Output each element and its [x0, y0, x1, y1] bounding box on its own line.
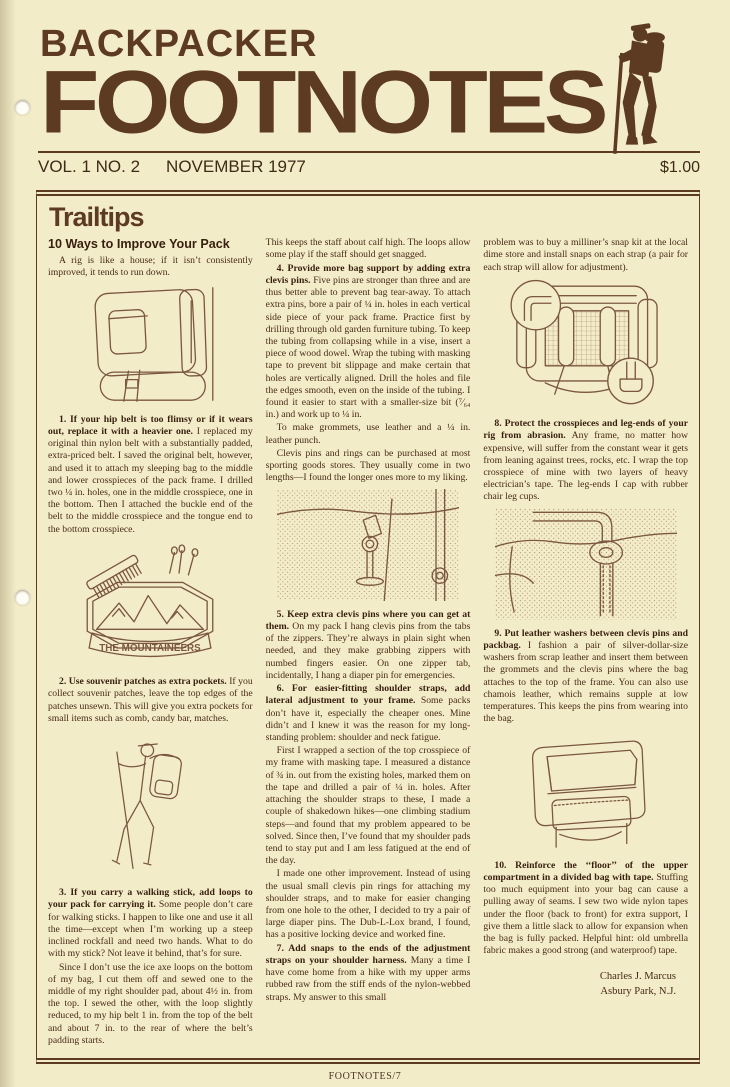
paragraph: This keeps the staff about calf high. The loops allow some play if the staff should get snagged. [265, 237, 471, 261]
punch-hole [15, 590, 30, 605]
paragraph: 10. Reinforce the ‘‘floor’’ of the upper compartment in a divided bag with tape. Stuffing too much equipment into your bag can cause a pulling away of seams. I sew two wide nylon tapes under the floor (back to front) for extra support, I give them a little slack to allow for expansion when the bag is fully packed. Helpful hint: old umbrella fabric makes a good strong (and waterproof) tape. [483, 859, 689, 957]
scan-edge-shadow [0, 0, 16, 1087]
tip-lead: 10. Reinforce the ‘‘floor’’ of the upper compartment in a divided bag with tape. [483, 859, 689, 884]
paragraph: 7. Add snaps to the ends of the adjustment straps on your shoulder harness. Many a time I have come home from a hike with my upper arms rubbed raw from the stiff ends of the nylon-webbed straps. My answer to this small [265, 942, 471, 1003]
leather-washer-figure [485, 508, 686, 624]
issue-date: NOVEMBER 1977 [166, 157, 306, 177]
paragraph: A rig is like a house; if it isn’t consistently improved, it tends to run down. [48, 255, 253, 279]
paragraph: problem was to buy a milliner’s snap kit at the local dime store and install snaps on each strap (a pair for each strap will allow for adjustment). [483, 237, 689, 273]
paragraph: First I wrapped a section of the top crosspiece of my frame with masking tape. I measured a distance of ¾ in. out from the existing holes, marked them on the tape and drilled a pair of ¼ in. holes. After attaching the shoulder straps to these, I made a couple of shakedown hikes—one climbing stadium steps—and found that my problem appeared to be solved. Since then, I’ve found that my shoulder pads tend to stay put and I am less fatigued at the end of the day. [265, 745, 471, 867]
souvenir-patch-figure [50, 540, 251, 672]
hiker-logo-icon [582, 22, 686, 163]
tip-lead: 7. Add snaps to the ends of the adjustment straps on your shoulder harness. [265, 942, 471, 966]
masthead [0, 0, 730, 153]
section-title: Trailtips [49, 202, 144, 233]
pack-sleeping-bag-figure [50, 283, 251, 409]
paragraph: 4. Provide more bag support by adding extra clevis pins. Five pins are stronger than three and are thus better able to prevent bag tear-away. To attach extra pins, bore a pair of ¼ in. holes in each vertical side piece of your pack frame. Practice first by drilling through old garden furniture tubing. To keep the tubing from collapsing while in a vise, insert a piece of wood dowel. Wrap the tubing with masking tape to prevent bit slippage and make certain that holes are vertically aligned. Drill the holes and file the edges smooth, even on the inside of the tubing. I found it easier to start with a smaller-size bit (⁷⁄₆₄ in.) and work up to ¼ in. [265, 262, 471, 421]
walking-stick-hiker-figure [50, 729, 251, 883]
tip-lead: 5. Keep extra clevis pins where you can get at them. [265, 608, 471, 633]
issue-volume-date [38, 157, 332, 177]
paragraph: Since I don’t use the ice axe loops on the bottom of my bag, I cut them off and sewed one to the middle of my right shoulder pad, about 4½ in. from the top. I sewed the other, with the loop slightly reduced, to my hip belt 1 in. from the top of the belt and about 7 in. to the rear of where the belt’s padding starts. [48, 961, 253, 1046]
paragraph: 2. Use souvenir patches as extra pockets. If you collect souvenir patches, leave the top edges of the patches unsewn. This will give you extra pockets for small items such as comb, candy bar, matches. [48, 676, 253, 724]
cover-price: $1.00 [659, 159, 700, 177]
page-footer: FOOTNOTES/7 [328, 1071, 402, 1083]
author-signature [483, 969, 688, 1001]
tip-lead: 3. If you carry a walking stick, add loops to your pack for carrying it. [48, 887, 253, 911]
tip-lead: 9. Put leather washers between clevis pins and packbag. [483, 627, 689, 652]
article-box [36, 190, 700, 1064]
paragraph: 3. If you carry a walking stick, add loops to your pack for carrying it. Some people don’t care for walking sticks. I happen to like one and use it all the time—except when I’m working up a steep inclined rockfall and need two hands. What to do with my stick? Not leave it behind, that’s for sure. [48, 887, 253, 960]
masthead-brand: BACKPACKER [40, 23, 318, 65]
paragraph: 6. For easier-fitting shoulder straps, add lateral adjustment to your frame. Some packs don’t have it, especially the cheaper ones. Mine didn’t and I knew it was the reason for my long-standing problem: shoulder and neck fatigue. [265, 683, 471, 743]
paragraph: To make grommets, use leather and a ¼ in. leather punch. [265, 422, 471, 446]
column-1 [48, 237, 253, 1048]
paragraph: 8. Protect the crosspieces and leg-ends of your rig from abrasion. Any frame, no matter how expensive, will suffer from the constant wear it gets from leaning against trees, rocks, etc. I wrap the top crosspiece of mine with two layers of heavy electrician’s tape. The leg-ends I cap with rubber chair leg cups. [483, 418, 689, 503]
paragraph: 1. If your hip belt is too flimsy or if it wears out, replace it with a heavier one. I replaced my original thin nylon belt with a substantially padded, extra-priced belt. I saved the original belt, however, and used it to attach my sleeping bag to the middle and lower crosspieces of the pack frame. I drilled two ¼ in. holes, one in the middle crosspiece, one in the bottom. Then I attached the buckle end of the belt to the middle crosspiece and the tongue end to the bottom crosspiece. [48, 413, 253, 535]
svg-text:THE MOUNTAINEERS: THE MOUNTAINEERS [99, 642, 202, 654]
divided-bag-figure [485, 730, 686, 856]
volume-number: VOL. 1 NO. 2 [38, 157, 141, 177]
frame-crosspiece-figure [485, 278, 686, 414]
article-title: 10 Ways to Improve Your Pack [48, 237, 230, 252]
tip-lead: 4. Provide more bag support by adding extra clevis pins. [265, 262, 471, 286]
columns [48, 237, 688, 1048]
paragraph: 9. Put leather washers between clevis pins and packbag. I fashion a pair of silver-dollar-size washers from scrap leather and insert them between the grommets and the clevis pins where the bag attaches to the top of the frame. You can also use chamois leather, which remains supple at low temperatures. This keeps the pins from wearing into the bag. [483, 627, 689, 725]
paragraph: Clevis pins and rings can be purchased at most sporting goods stores. They usually come in two lengths—I found the longer ones more to my liking. [265, 447, 471, 484]
tip-lead: 6. For easier-fitting shoulder straps, add lateral adjustment to your frame. [265, 683, 471, 707]
signature-line: Asbury Park, N.J. [600, 986, 677, 998]
signature-line: Charles J. Marcus [599, 970, 677, 982]
column-3 [483, 237, 688, 1048]
tip-lead: 2. Use souvenir patches as extra pockets. [59, 676, 230, 688]
paragraph: 5. Keep extra clevis pins where you can get at them. On my pack I hang clevis pins from the tabs of the zippers. They’re always in plain sight when needed, and they make grabbing zippers with numbed fingers easier. On one zipper tab, incidentally, I hang a diaper pin for emergencies. [265, 608, 471, 681]
tip-lead: 8. Protect the crosspieces and leg-ends of your rig from abrasion. [483, 418, 689, 442]
tip-lead: 1. If your hip belt is too flimsy or if it wears out, replace it with a heavier one. [48, 413, 253, 437]
paragraph: I made one other improvement. Instead of using the usual small clevis pin rings for attaching my shoulder straps, and to make for easier changing from one hole to the other, I decided to try a pair of large diaper pins. The Dub-L-Lox brand, I found, has a positive locking device and worked fine. [265, 868, 471, 941]
clevis-pin-zipper-figure [268, 489, 469, 605]
masthead-title: FOOTNOTES [40, 52, 604, 153]
column-2 [266, 237, 471, 1048]
